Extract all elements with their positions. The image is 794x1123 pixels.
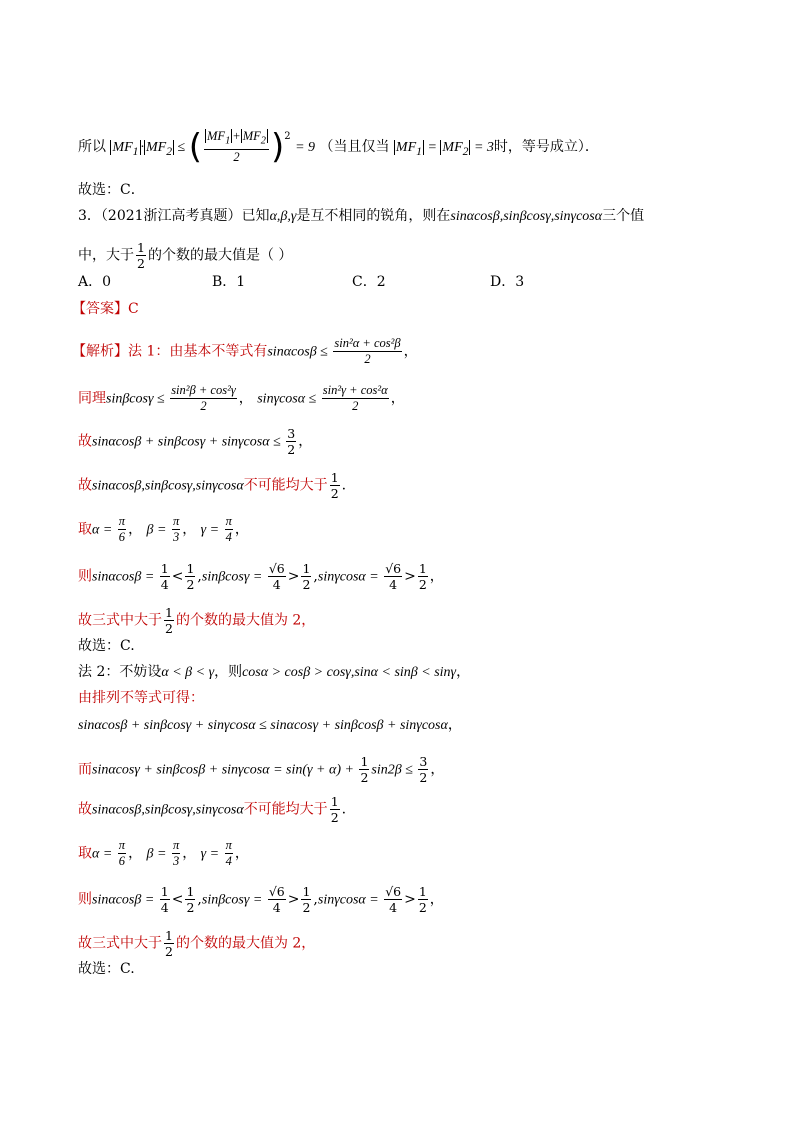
sol1-line-4: 故sinαcosβ,sinβcosγ,sinγcosα不可能均大于 $\frac{1}{2}$ . xyxy=(78,470,347,501)
option-c: C．2 xyxy=(352,274,386,290)
sol1-line-2: 同理sinβcosγ ≤ $\frac{\text{sin²β + cos²γ}}{2}$ ， sinγcosα ≤ $\frac{\text{sin²γ + cos²α}}{2}$ ， xyxy=(78,383,405,413)
sol2-line-7: 则sinαcosβ = $\frac{1}{4}$ < $\frac{1}{2}$ ,sinβcosγ = $\frac{√6}{4}$ > $\frac{1}{2}$ ,sinγcosα = $\frac{√6}{4}$ > $\frac{1}{2}$ ， xyxy=(78,884,444,915)
sol2-line-9: 故选：C. xyxy=(78,961,135,977)
sol2-line-8: 故三式中大于 $\frac{1}{2}$ 的个数的最大值为 2， xyxy=(78,928,316,959)
sol2-line-6: 取α = $\frac{\pi}{6}$ ， β = $\frac{\pi}{3}$ ， γ = $\frac{\pi}{4}$ ， xyxy=(78,838,249,868)
question-3-options xyxy=(78,272,678,292)
line-1: 所以 $MF_1 \cdot MF_2$ ≤ ( $\frac{MF_1 + MF_2}{2}$ )$^2$ = 9 （当且仅当 $MF_1 = MF_2 = 3$时，等号成立）． xyxy=(78,127,599,167)
option-d: D．3 xyxy=(490,274,525,290)
line-2: 故选：C． xyxy=(78,182,145,198)
sol1-line-7: 故三式中大于 $\frac{1}{2}$ 的个数的最大值为 2， xyxy=(78,605,316,636)
option-a: A．0 xyxy=(78,274,112,290)
sol1-line-6: 则sinαcosβ = $\frac{1}{4}$ < $\frac{1}{2}$ ,sinβcosγ = $\frac{√6}{4}$ > $\frac{1}{2}$ ,sinγcosα = $\frac{√6}{4}$ > $\frac{1}{2}$ ， xyxy=(78,561,444,592)
question-3-stem-2: 中，大于 $\frac{1}{2}$ 的个数的最大值是（ ） xyxy=(78,240,293,271)
option-b: B．1 xyxy=(212,274,246,290)
question-3-stem: 3．（2021浙江高考真题）已知α,β,γ是互不相同的锐角，则在sinαcosβ,sinβcosγ,sinγcosα三个值 xyxy=(78,208,645,224)
sol1-line-1: 【解析】法 1：由基本不等式有sinαcosβ ≤ $\frac{\text{sin²α + cos²β}}{2}$ ， xyxy=(72,336,418,366)
sol1-line-5: 取α = $\frac{\pi}{6}$ ， β = $\frac{\pi}{3}$ ， γ = $\frac{\pi}{4}$ ， xyxy=(78,514,249,544)
sol1-line-3: 故sinαcosβ + sinβcosγ + sinγcosα ≤ $\frac{3}{2}$ ， xyxy=(78,426,313,457)
answer: 【答案】C xyxy=(72,301,139,317)
sol2-line-4: 而sinαcosγ + sinβcosβ + sinγcosα = sin(γ + α) + $\frac{1}{2}$ sin2β ≤ $\frac{3}{2}$ ， xyxy=(78,754,445,785)
sol2-line-3: sinαcosβ + sinβcosγ + sinγcosα ≤ sinαcosγ + sinβcosβ + sinγcosα， xyxy=(78,717,462,733)
sol2-line-5: 故sinαcosβ,sinβcosγ,sinγcosα不可能均大于 $\frac{1}{2}$ . xyxy=(78,794,347,825)
sol1-line-8: 故选：C. xyxy=(78,638,135,654)
sol2-line-1: 法 2：不妨设α < β < γ，则cosα > cosβ > cosγ,sinα < sinβ < sinγ， xyxy=(78,664,471,680)
sol2-line-2: 由排列不等式可得： xyxy=(78,690,204,706)
